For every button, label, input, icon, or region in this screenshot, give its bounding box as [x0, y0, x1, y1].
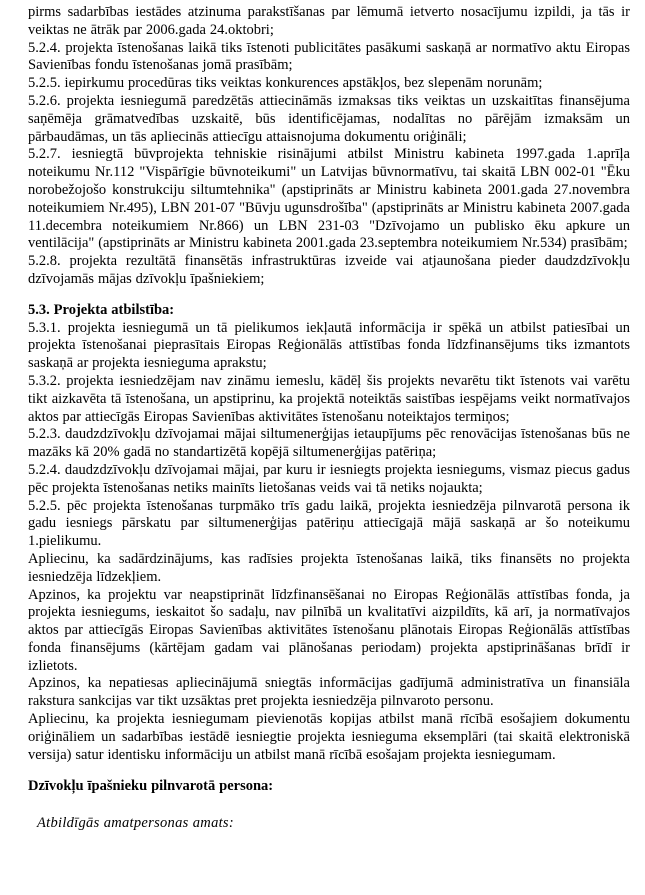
- statement-apliecinu-2: Apliecinu, ka projekta iesniegumam pievienotās kopijas atbilst manā rīcībā esošajiem dokumentu oriģināliem un sadarbības iestādē iesniegtie projekta iesnieguma eksemplāri (tai skaitā elektroniskā versija) satur identisku informāciju un atbilst manā rīcībā esošajam projekta iesniegumam.: [28, 711, 630, 763]
- clause-5-2-7: 5.2.7. iesniegtā būvprojekta tehniskie risinājumi atbilst Ministru kabineta 1997.gada 1.aprīļa noteikumu Nr.112 "Vispārīgie būvnoteikumi" un Latvijas būvnormatīvu, tai skaitā LBN 002-01 "Ēku norobežojošo konstrukciju siltumtehnika" (apstiprināts ar Ministru kabineta 2001.gada 27.novembra noteikumiem Nr.495), LBN 201-07 "Būvju ugunsdrošība" (apstiprināts ar Ministru kabineta 2007.gada 11.decembra noteikumiem Nr.866) un LBN 231-03 "Dzīvojamo un publisko ēku apkure un ventilācija" (apstiprināts ar Ministru kabineta 2001.gada 23.septembra noteikumiem Nr.534) prasībām;: [28, 146, 630, 252]
- heading-authorized-person: Dzīvokļu īpašnieku pilnvarotā persona:: [28, 778, 274, 795]
- clause-5-2-3-continuation: pirms sadarbības iestādes atzinuma parakstīšanas par lēmumā ietverto nosacījumu izpildi, ja tās ir veiktas ne ātrāk par 2006.gada 24.oktobri;: [28, 4, 630, 38]
- statement-apliecinu-1: Apliecinu, ka sadārdzinājums, kas radīsies projekta īstenošanas laikā, tiks finansēts no projekta iesniedzēja līdzekļiem.: [28, 550, 630, 585]
- clause-5-2-5-second: 5.2.5. pēc projekta īstenošanas turpmāko trīs gadu laikā, projekta iesniedzēja pilnvarotā persona ik gadu iesniegs pārskatu par siltumenerģijas patēriņu attiecīgajā mājā saskaņā ar šo noteikumu 1.pielikumu.: [28, 497, 630, 550]
- clause-5-2-6: 5.2.6. projekta iesniegumā paredzētās attiecināmās izmaksas tiks veiktas un uzskaitītas finansējuma saņēmēja grāmatvedības uzskaitē, būs identificējamas, nodalītas no pārējām izmaksām un pārbaudāmas, un tās apliecinās attiecīgu attaisnojuma dokumentu oriģināli;: [28, 92, 630, 145]
- clause-5-2-8: 5.2.8. projekta rezultātā finansētās infrastruktūras izveide vai atjaunošana pieder daudzdzīvokļu dzīvojamās mājas dzīvokļu īpašniekiem;: [28, 253, 630, 287]
- clause-5-2-5: 5.2.5. iepirkumu procedūras tiks veiktas konkurences apstākļos, bez slepenām norunām;: [28, 75, 543, 92]
- statement-apzinos-2: Apzinos, ka nepatiesas apliecinājumā sniegtās informācijas gadījumā administratīva un finansiāla rakstura sankcijas var tikt uzsāktas pret projekta iesniedzēja pilnvaroto personu.: [28, 675, 630, 710]
- label-official-position: Atbildīgās amatpersonas amats:: [37, 815, 234, 832]
- section-heading-5-3: 5.3. Projekta atbilstība:: [28, 301, 175, 318]
- statement-apzinos-1: Apzinos, ka projektu var neapstiprināt līdzfinansēšanai no Eiropas Reģionālās attīstības fonda, ja projekta iesniegums, ieskaitot šo sadaļu, nav pilnībā un kvalitatīvi aizpildīts, kā arī, ja normatīvajos aktos par attiecīgās Eiropas Savienības aktivitātes īstenošanu plānotais Eiropas Reģionālās attīstības fonda finansējums (kārtējam gadam vai plānošanas periodam) projekta apstiprināšanas brīdī ir izlietots.: [28, 586, 630, 674]
- clause-5-3-1: 5.3.1. projekta iesniegumā un tā pielikumos iekļautā informācija ir spēkā un atbilst patiesībai un projekta īstenošanai pieprasītais Eiropas Reģionālās attīstības fonda līdzfinansējums tiks izmantots saskaņā ar projekta iesnieguma aprakstu;: [28, 319, 630, 372]
- clause-5-2-4: 5.2.4. projekta īstenošanas laikā tiks īstenoti publicitātes pasākumi saskaņā ar normatīvo aktu Eiropas Savienības fondu īstenošanas jomā prasībām;: [28, 39, 630, 74]
- clause-5-2-3-second: 5.2.3. daudzdzīvokļu dzīvojamai mājai siltumenerģijas ietaupījums pēc renovācijas īstenošanas būs ne mazāks kā 20% gadā no standartizētā kopējā siltumenerģijas patēriņa;: [28, 426, 630, 461]
- clause-5-3-2: 5.3.2. projekta iesniedzējam nav zināmu iemeslu, kādēļ šis projekts nevarētu tikt īstenots vai varētu tikt aizkavēta tā īstenošana, un apstiprinu, ka projektā noteiktās saistības iespējams veikt normatīvajos aktos par attiecīgās Eiropas Savienības aktivitātes īstenošanu noteiktajos termiņos;: [28, 372, 630, 425]
- clause-5-2-4-second: 5.2.4. daudzdzīvokļu dzīvojamai mājai, par kuru ir iesniegts projekta iesniegums, vismaz piecus gadus pēc projekta īstenošanas netiks mainīts lietošanas veids vai tā netiks nojaukta;: [28, 461, 630, 496]
